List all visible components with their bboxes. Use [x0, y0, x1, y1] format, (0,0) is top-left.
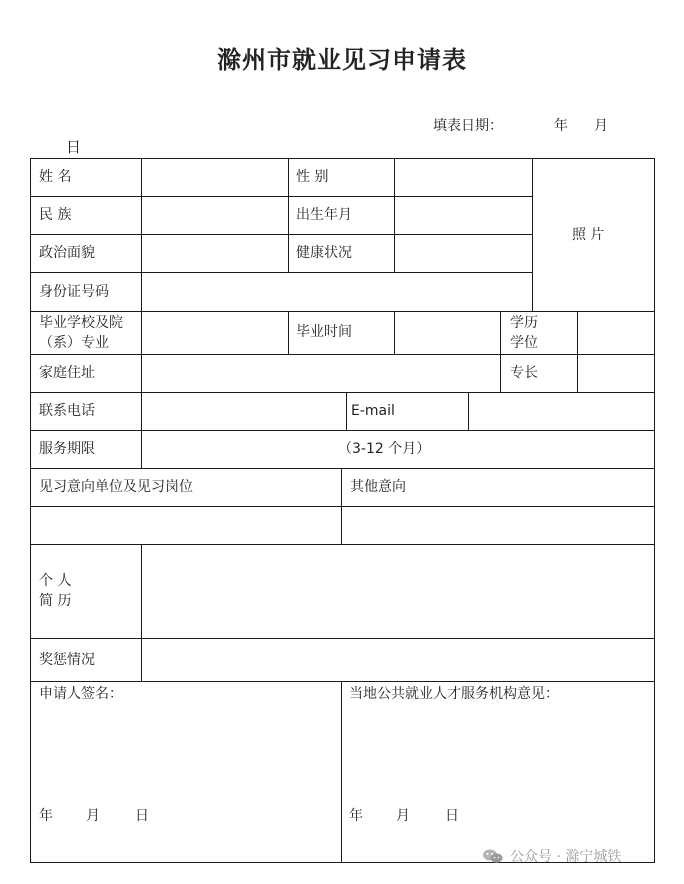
label-photo: 照 片	[572, 227, 605, 243]
input-name[interactable]	[142, 159, 288, 196]
label-agency-opinion: 当地公共就业人才服务机构意见：	[349, 686, 559, 702]
row-divider	[30, 468, 655, 469]
input-phone[interactable]	[142, 393, 346, 430]
input-applicant-signature[interactable]	[31, 704, 341, 804]
fill-date-day: 日	[66, 138, 82, 156]
page-title: 滁州市就业见习申请表	[217, 45, 467, 74]
applicant-sign-month: 月	[86, 808, 100, 824]
input-specialty[interactable]	[578, 355, 654, 392]
watermark-text: 公众号 · 滁宁城铁	[510, 849, 622, 865]
label-political-status: 政治面貌	[39, 245, 95, 261]
row-divider	[30, 311, 655, 312]
input-resume[interactable]	[142, 545, 654, 638]
label-specialty: 专长	[510, 365, 538, 381]
applicant-sign-day: 日	[135, 808, 149, 824]
label-resume-line2: 简 历	[39, 593, 72, 609]
label-resume-line1: 个 人	[39, 573, 72, 589]
input-id-number[interactable]	[142, 273, 532, 311]
col-divider	[288, 311, 289, 354]
input-birth-date[interactable]	[395, 197, 532, 234]
label-health: 健康状况	[296, 245, 352, 261]
wechat-icon	[482, 848, 504, 864]
table-border-right	[654, 158, 655, 863]
input-ethnicity[interactable]	[142, 197, 288, 234]
label-email: E-mail	[351, 403, 395, 419]
input-graduation-time[interactable]	[395, 312, 500, 354]
col-divider	[346, 392, 347, 430]
label-applicant-signature: 申请人签名：	[39, 686, 123, 702]
col-divider	[288, 158, 289, 272]
agency-sign-month: 月	[396, 808, 410, 824]
service-period-value: （3-12 个月）	[338, 441, 431, 457]
label-other-intent: 其他意向	[350, 479, 406, 495]
agency-sign-day: 日	[445, 808, 459, 824]
label-school-line1: 毕业学校及院	[39, 315, 123, 331]
input-education[interactable]	[578, 312, 654, 354]
row-divider	[30, 681, 655, 682]
input-health[interactable]	[395, 235, 532, 272]
label-home-address: 家庭住址	[39, 365, 95, 381]
input-gender[interactable]	[395, 159, 532, 196]
label-service-period: 服务期限	[39, 441, 95, 457]
input-intended-unit[interactable]	[31, 507, 341, 544]
label-id-number: 身份证号码	[39, 284, 109, 300]
label-intended-unit: 见习意向单位及见习岗位	[39, 479, 193, 495]
input-school[interactable]	[142, 312, 288, 354]
label-rewards: 奖惩情况	[39, 652, 95, 668]
input-email[interactable]	[469, 393, 654, 430]
label-name: 姓 名	[39, 169, 72, 185]
label-education-line2: 学位	[510, 335, 538, 351]
label-graduation-time: 毕业时间	[296, 324, 352, 340]
watermark	[482, 846, 621, 866]
input-rewards[interactable]	[142, 639, 654, 681]
label-gender: 性 别	[296, 169, 329, 185]
col-divider	[500, 311, 501, 392]
input-other-intent[interactable]	[342, 507, 654, 544]
label-ethnicity: 民 族	[39, 207, 72, 223]
agency-sign-year: 年	[349, 808, 363, 824]
label-school-line2: （系）专业	[39, 335, 109, 351]
fill-date-month: 月	[594, 118, 608, 134]
input-home-address[interactable]	[142, 355, 500, 392]
fill-date-label: 填表日期：	[433, 118, 503, 134]
label-phone: 联系电话	[39, 403, 95, 419]
col-divider	[141, 430, 142, 468]
label-birth-date: 出生年月	[296, 207, 352, 223]
input-political-status[interactable]	[142, 235, 288, 272]
row-divider	[30, 430, 655, 431]
fill-date-year: 年	[554, 118, 568, 134]
input-agency-opinion[interactable]	[342, 704, 654, 804]
applicant-sign-year: 年	[39, 808, 53, 824]
label-education-line1: 学历	[510, 315, 538, 331]
